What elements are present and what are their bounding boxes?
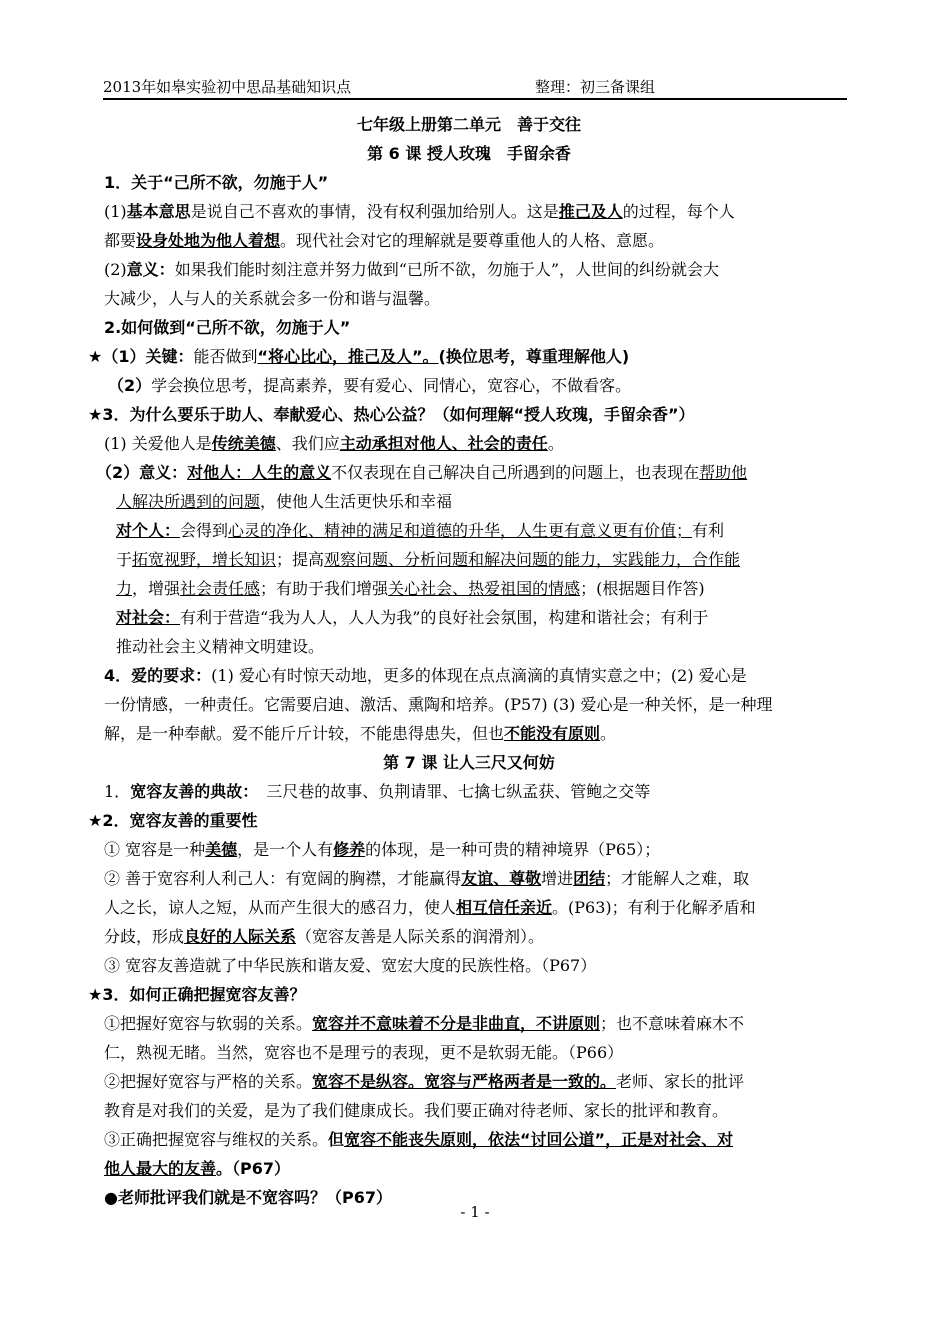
text-run: 对社会： [116, 608, 181, 627]
text-line [88, 603, 850, 632]
text-run: ③正确把握宽容与维权的关系。 [104, 1130, 329, 1149]
text-run: 宽容并不意味着不分是非曲直，不讲原则 [312, 1014, 601, 1033]
text-run: ① 宽容是一种 [104, 840, 206, 859]
text-run: 宽容不能丧失原则，依法“讨回公道”，正是对社会、对 [344, 1130, 734, 1149]
text-run: 推己及人 [558, 202, 623, 221]
text-run: ●老师批评我们就是不宽容吗？（P67） [104, 1188, 392, 1207]
text-run: (1) [104, 202, 127, 221]
text-line [88, 400, 850, 429]
text-run: （2） [108, 376, 152, 395]
text-run: 。现代社会对它的理解就是要尊重他人的人格、意愿。 [280, 231, 665, 250]
text-run: 七年级上册第二单元 善于交往 [356, 115, 581, 134]
text-run: (1) 关爱他人是 [104, 434, 212, 453]
text-run: （2）意义： [96, 463, 188, 482]
text-line [88, 864, 850, 893]
text-line [88, 835, 850, 864]
text-line [88, 980, 850, 1009]
text-line [88, 313, 850, 342]
text-run: 心灵的净化、精神的满足和道德的升华，人生更有意义更有价值； [228, 521, 693, 540]
text-run: 。 [547, 434, 564, 453]
text-run: 观察问题、分析问题和解决问题的能力，实践能力，合作能 [324, 550, 741, 569]
text-run: 都要 [104, 231, 137, 250]
text-run: ③ 宽容友善造就了中华民族和谐友爱、宽宏大度的民族性格。（P67） [104, 956, 597, 975]
text-line [88, 371, 850, 400]
text-run: 人解决所遇到的问题 [116, 492, 261, 511]
text-line [88, 806, 850, 835]
page-number: - 1 - [460, 1203, 490, 1221]
text-run: 修养 [333, 840, 366, 859]
text-line [88, 139, 850, 168]
text-run: 。（P67） [216, 1159, 291, 1178]
text-run: 团结 [573, 869, 606, 888]
text-line [88, 545, 850, 574]
header-left: 2013年如皋实验初中思品基础知识点 [103, 78, 352, 96]
text-run: 能否做到 [193, 347, 258, 366]
text-run: 主动承担对他人、社会的责任 [339, 434, 548, 453]
text-run: 教育是对我们的关爱，是为了我们健康成长。我们要正确对待老师、家长的批评和教育。 [104, 1101, 729, 1120]
text-run: 关心社会、热爱祖国的情感 [388, 579, 581, 598]
text-run: 分歧，形成 [104, 927, 185, 946]
text-run: 对他人：人生的意义 [187, 463, 332, 482]
text-line [88, 632, 850, 661]
text-line [88, 690, 850, 719]
text-run: 帮助他 [699, 463, 748, 482]
text-run: 第 6 课 授人玫瑰 手留余香 [367, 144, 571, 163]
text-run: ，是一个人有 [237, 840, 334, 859]
text-run: ；提高 [276, 550, 325, 569]
text-run: 、我们应 [275, 434, 340, 453]
text-run: 设身处地为他人着想 [136, 231, 281, 250]
header-rule [103, 98, 847, 100]
header-right: 整理：初三备课组 [535, 78, 656, 96]
document-body [88, 110, 850, 1212]
text-run: 。 [600, 724, 617, 743]
text-line [88, 719, 850, 748]
text-run: 宽容不是纵容。宽容与严格两者是一致的。 [312, 1072, 617, 1091]
text-line [88, 429, 850, 458]
text-run: 如果我们能时刻注意并努力做到“已所不欲，勿施于人”，人世间的纠纷就会大 [174, 260, 720, 279]
text-run: 老师、家长的批评 [616, 1072, 745, 1091]
text-run: ★（1）关键： [88, 347, 194, 366]
text-run: ★2．宽容友善的重要性 [88, 811, 258, 830]
text-run: ；才能解人之难，取 [605, 869, 750, 888]
text-run: 不能没有原则 [504, 724, 601, 743]
text-line [88, 1038, 850, 1067]
text-run: 解，是一种奉献。爱不能斤斤计较，不能患得患失，但也 [104, 724, 505, 743]
text-run: 4．爱的要求： [104, 666, 212, 685]
text-line [88, 574, 850, 603]
text-run: 第 7 课 让人三尺又何妨 [383, 753, 555, 772]
text-run: ；有助于我们增强 [260, 579, 389, 598]
text-run: ，增强 [132, 579, 181, 598]
text-run: (换位思考，尊重理解他人) [438, 347, 630, 366]
text-line [88, 197, 850, 226]
text-line [88, 922, 850, 951]
text-line [88, 951, 850, 980]
text-line [88, 255, 850, 284]
text-run: ；(根据题目作答) [580, 579, 705, 598]
text-run: 友谊、尊敬 [461, 869, 542, 888]
text-run: ，使他人生活更快乐和幸福 [260, 492, 453, 511]
text-run: 美德 [205, 840, 238, 859]
page-header [103, 76, 847, 98]
text-run: 三尺巷的故事、负荆请罪、七擒七纵孟获、管鲍之交等 [250, 782, 651, 801]
text-run: 有利于营造“我为人人，人人为我”的良好社会氛围，构建和谐社会；有利于 [180, 608, 709, 627]
text-run: (1) 爱心有时惊天动地，更多的体现在点点滴滴的真情实意之中；(2) 爱心是 [211, 666, 747, 685]
text-run: 人之长，谅人之短，从而产生很大的感召力，使人 [104, 898, 457, 917]
text-run: 仁，熟视无睹。当然，宽容也不是理亏的表现，更不是软弱无能。（P66） [104, 1043, 624, 1062]
text-line [88, 168, 850, 197]
text-line [88, 1009, 850, 1038]
text-run: 学会换位思考，提高素养，要有爱心、同情心，宽容心，不做看客。 [151, 376, 632, 395]
text-run: 是说自己不喜欢的事情，没有权利强加给别人。这是 [190, 202, 559, 221]
text-run: ②把握好宽容与严格的关系。 [104, 1072, 313, 1091]
text-run: 意义： [126, 260, 175, 279]
text-run: (2) [104, 260, 127, 279]
text-line [88, 748, 850, 777]
text-run: 增进 [541, 869, 574, 888]
text-run: ①把握好宽容与软弱的关系。 [104, 1014, 313, 1033]
text-run: ；也不意味着麻木不 [600, 1014, 745, 1033]
text-run: 他人最大的友善 [104, 1159, 217, 1178]
text-line [88, 1154, 850, 1183]
text-run: 一份情感，一种责任。它需要启迪、激活、熏陶和培养。(P57) (3) 爱心是一种关怀，是一种理 [104, 695, 773, 714]
text-line [88, 226, 850, 255]
text-line [88, 487, 850, 516]
text-line [88, 1125, 850, 1154]
text-run: 。(P63)；有利于化解矛盾和 [552, 898, 756, 917]
text-run: 会得到 [180, 521, 229, 540]
text-run: ② 善于宽容利人利己人：有宽阔的胸襟，才能赢得 [104, 869, 462, 888]
text-run: 力 [116, 579, 133, 598]
text-run: 于 [116, 550, 133, 569]
text-run: 但 [328, 1130, 345, 1149]
text-line [88, 516, 850, 545]
text-run: 1． [104, 782, 131, 801]
text-run: 推动社会主义精神文明建设。 [116, 637, 325, 656]
text-line [88, 342, 850, 371]
text-run: 相互信任亲近 [456, 898, 553, 917]
text-run: 1．关于“己所不欲，勿施于人” [104, 173, 329, 192]
text-run: 基本意思 [126, 202, 191, 221]
text-run: 拓宽视野，增长知识 [132, 550, 277, 569]
text-line [88, 893, 850, 922]
text-run: 社会责任感 [180, 579, 261, 598]
text-line [88, 777, 850, 806]
text-line [88, 110, 850, 139]
text-run: ★3．如何正确把握宽容友善？ [88, 985, 306, 1004]
text-line [88, 284, 850, 313]
text-run: 不仅表现在自己解决自己所遇到的问题上，也表现在 [331, 463, 700, 482]
text-run: 良好的人际关系 [184, 927, 297, 946]
text-run: 2.如何做到“己所不欲，勿施于人” [104, 318, 351, 337]
text-line [88, 1096, 850, 1125]
text-run: 传统美德 [211, 434, 276, 453]
text-line [88, 1067, 850, 1096]
text-run: 大减少，人与人的关系就会多一份和谐与温馨。 [104, 289, 441, 308]
text-run: 的过程，每个人 [622, 202, 735, 221]
text-line [88, 458, 850, 487]
text-run: “将心比心，推己及人”。 [257, 347, 439, 366]
text-run: （宽容友善是人际关系的润滑剂）。 [296, 927, 545, 946]
text-line [88, 661, 850, 690]
text-run: 有利 [692, 521, 725, 540]
text-run: 宽容友善的典故： [130, 782, 251, 801]
text-run: 对个人： [116, 521, 181, 540]
text-run: 的体现，是一种可贵的精神境界（P65）； [365, 840, 661, 859]
text-run: ★3．为什么要乐于助人、奉献爱心、热心公益？（如何理解“授人玫瑰，手留余香”） [88, 405, 695, 424]
